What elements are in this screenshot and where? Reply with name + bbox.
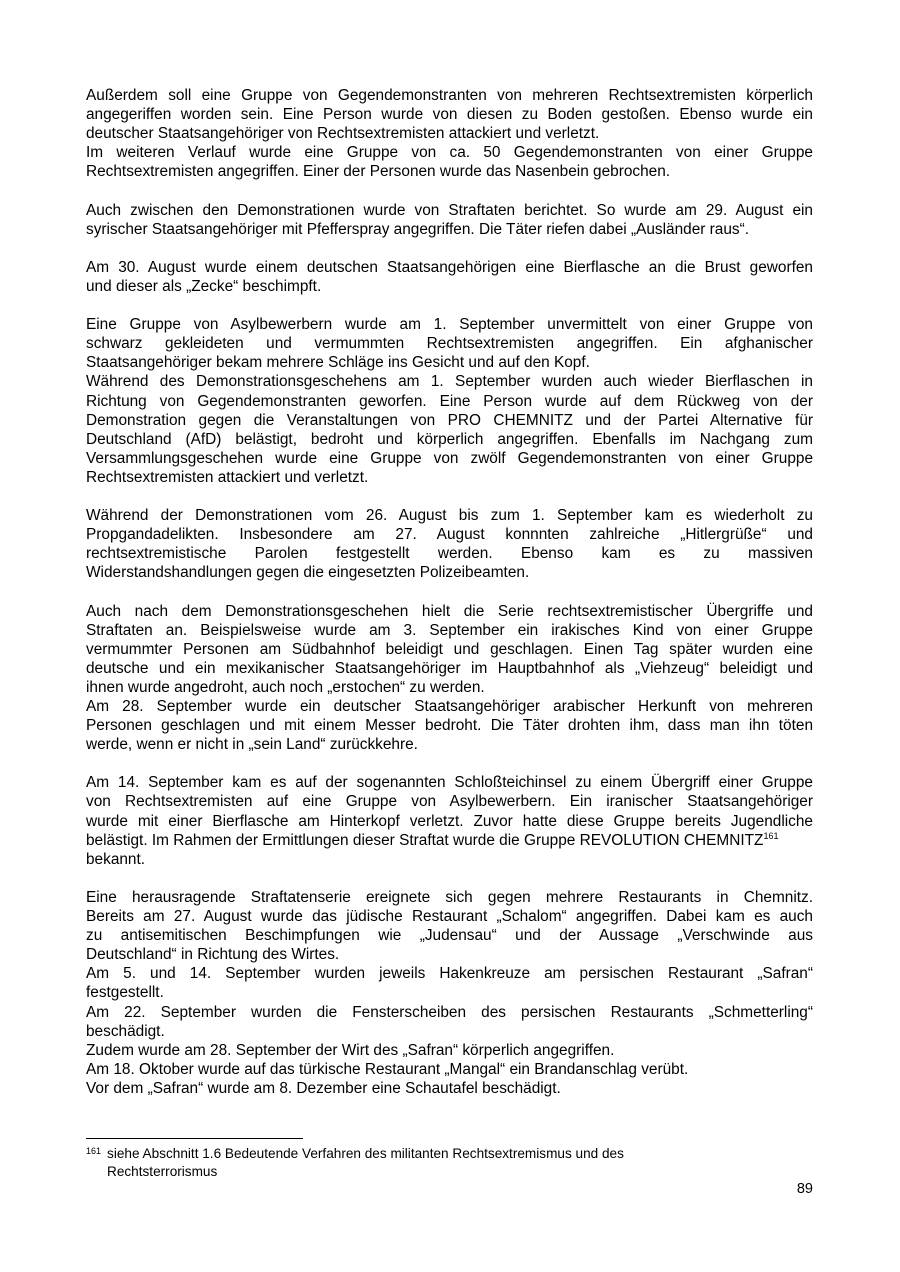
footnote	[86, 1145, 726, 1180]
text-line: Richtung von Gegendemonstranten geworfen. Eine Person wurde auf dem Rückweg von der	[86, 392, 813, 410]
text-line: Eine herausragende Straftatenserie ereignete sich gegen mehrere Restaurants in Chemnitz.	[86, 888, 813, 906]
text-line: Demonstration gegen die Veranstaltungen von PRO CHEMNITZ und der Partei Alternative für	[86, 411, 813, 429]
text-line: angegeriffen worden sein. Eine Person wurde von diesen zu Boden gestoßen. Ebenso wurde ein	[86, 106, 813, 124]
text-line: Personen geschlagen und mit einem Messer bedroht. Die Täter drohten ihm, dass man ihn töten	[86, 717, 813, 735]
text-line: Während des Demonstrationsgeschehens am 1. September wurden auch wieder Bierflaschen in	[86, 373, 813, 391]
text-line: von Rechtsextremisten auf eine Gruppe von Asylbewerbern. Ein iranischer Staatsangehöriger	[86, 793, 813, 811]
text-line: beschädigt.	[86, 1022, 165, 1040]
footnote-separator	[86, 1138, 303, 1139]
text-line: Am 5. und 14. September wurden jeweils Hakenkreuze am persischen Restaurant „Safran“	[86, 965, 813, 983]
text-line: Am 30. August wurde einem deutschen Staatsangehörigen eine Bierflasche an die Brust geworfen	[86, 258, 813, 276]
text-line: deutscher Staatsangehöriger von Rechtsextremisten attackiert und verletzt.	[86, 125, 600, 143]
footnote-number: 161	[86, 1146, 102, 1156]
text-line: Am 14. September kam es auf der sogenannten Schloßteichinsel zu einem Übergriff einer Gruppe	[86, 774, 813, 792]
text-line: Propgandadelikten. Insbesondere am 27. August konnnten zahlreiche „Hitlergrüße“ und	[86, 526, 813, 544]
text-line: Staatsangehöriger bekam mehrere Schläge ins Gesicht und auf den Kopf.	[86, 354, 590, 372]
paragraph-4	[86, 315, 813, 487]
text-line: schwarz gekleideten und vermummten Rechtsextremisten angegriffen. Ein afghanischer	[86, 335, 813, 353]
text-line: Am 22. September wurden die Fensterscheiben des persischen Restaurants „Schmetterling“	[86, 1003, 813, 1021]
text-line: zu antisemitischen Beschimpfungen wie „Judensau“ und der Aussage „Verschwinde aus	[86, 927, 813, 945]
text-line: Deutschland (AfD) belästigt, bedroht und körperlich angegriffen. Ebenfalls im Nachgang zum	[86, 430, 813, 448]
text-line-with-footnote	[86, 831, 813, 850]
text-line: Auch zwischen den Demonstrationen wurde von Straftaten berichtet. So wurde am 29. August ein	[86, 201, 813, 219]
paragraph-8	[86, 888, 813, 1098]
footnote-text-line-1: siehe Abschnitt 1.6 Bedeutende Verfahren des militanten Rechtsextremismus und des	[107, 1146, 624, 1161]
text-line: werde, wenn er nicht in „sein Land“ zurückkehre.	[86, 736, 418, 754]
text-line: Deutschland“ in Richtung des Wirtes.	[86, 946, 340, 964]
text-line: Bereits am 27. August wurde das jüdische Restaurant „Schalom“ angegriffen. Dabei kam es auch	[86, 908, 813, 926]
page-number: 89	[796, 1181, 813, 1197]
text-line: bekannt.	[86, 850, 146, 868]
footnote-text-line-2: Rechtsterrorismus	[107, 1163, 218, 1179]
text-line: deutsche und ein mexikanischer Staatsangehöriger im Hauptbahnhof als „Viehzeug“ beleidigt und	[86, 659, 813, 677]
footnote-reference[interactable]: 161	[763, 830, 779, 841]
text-line: ihnen wurde angedroht, auch noch „erstochen“ zu werden.	[86, 678, 485, 696]
text-line: Widerstandshandlungen gegen die eingesetzten Polizeibeamten.	[86, 564, 530, 582]
text-line: Vor dem „Safran“ wurde am 8. Dezember eine Schautafel beschädigt.	[86, 1079, 561, 1097]
text-line: rechtsextremistische Parolen festgestellt werden. Ebenso kam es zu massiven	[86, 545, 813, 563]
text-line: Am 18. Oktober wurde auf das türkische Restaurant „Mangal“ ein Brandanschlag verübt.	[86, 1060, 689, 1078]
paragraph-2	[86, 201, 813, 239]
text-line: Straftaten an. Beispielsweise wurde am 3. September ein irakisches Kind von einer Gruppe	[86, 621, 813, 639]
text-line: Während der Demonstrationen vom 26. August bis zum 1. September kam es wiederholt zu	[86, 507, 813, 525]
text-line: Eine Gruppe von Asylbewerbern wurde am 1. September unvermittelt von einer Gruppe von	[86, 316, 813, 334]
text-line: Am 28. September wurde ein deutscher Staatsangehöriger arabischer Herkunft von mehreren	[86, 698, 813, 715]
text-line: Rechtsextremisten attackiert und verletzt.	[86, 468, 369, 486]
text-line: syrischer Staatsangehöriger mit Pfefferspray angegriffen. Die Täter riefen dabei „Ausländer raus“.	[86, 220, 749, 238]
text-line: Außerdem soll eine Gruppe von Gegendemonstranten von mehreren Rechtsextremisten körperlich	[86, 87, 813, 104]
text-line: Auch nach dem Demonstrationsgeschehen hielt die Serie rechtsextremistischer Übergriffe und	[86, 602, 813, 620]
paragraph-3	[86, 258, 813, 296]
text-line: wurde mit einer Bierflasche am Hinterkopf verletzt. Zuvor hatte diese Gruppe bereits Jugendliche	[86, 812, 813, 830]
text-line: Rechtsextremisten angegriffen. Einer der Personen wurde das Nasenbein gebrochen.	[86, 163, 671, 181]
text-line: Versammlungsgeschehen wurde eine Gruppe von zwölf Gegendemonstranten von einer Gruppe	[86, 449, 813, 467]
text-line: festgestellt.	[86, 984, 164, 1002]
paragraph-5	[86, 506, 813, 582]
paragraph-7	[86, 773, 813, 868]
paragraph-1	[86, 86, 813, 181]
text-line: vermummter Personen am Südbahnhof beleidigt und geschlagen. Einen Tag später wurden eine	[86, 640, 813, 658]
page-body	[86, 86, 813, 1117]
paragraph-6	[86, 602, 813, 755]
text-line: Im weiteren Verlauf wurde eine Gruppe von ca. 50 Gegendemonstranten von einer Gruppe	[86, 144, 813, 162]
text-line: belästigt. Im Rahmen der Ermittlungen dieser Straftat wurde die Gruppe REVOLUTION CHEMNITZ	[86, 831, 764, 849]
text-line: und dieser als „Zecke“ beschimpft.	[86, 277, 322, 295]
text-line: Zudem wurde am 28. September der Wirt des „Safran“ körperlich angegriffen.	[86, 1041, 615, 1059]
